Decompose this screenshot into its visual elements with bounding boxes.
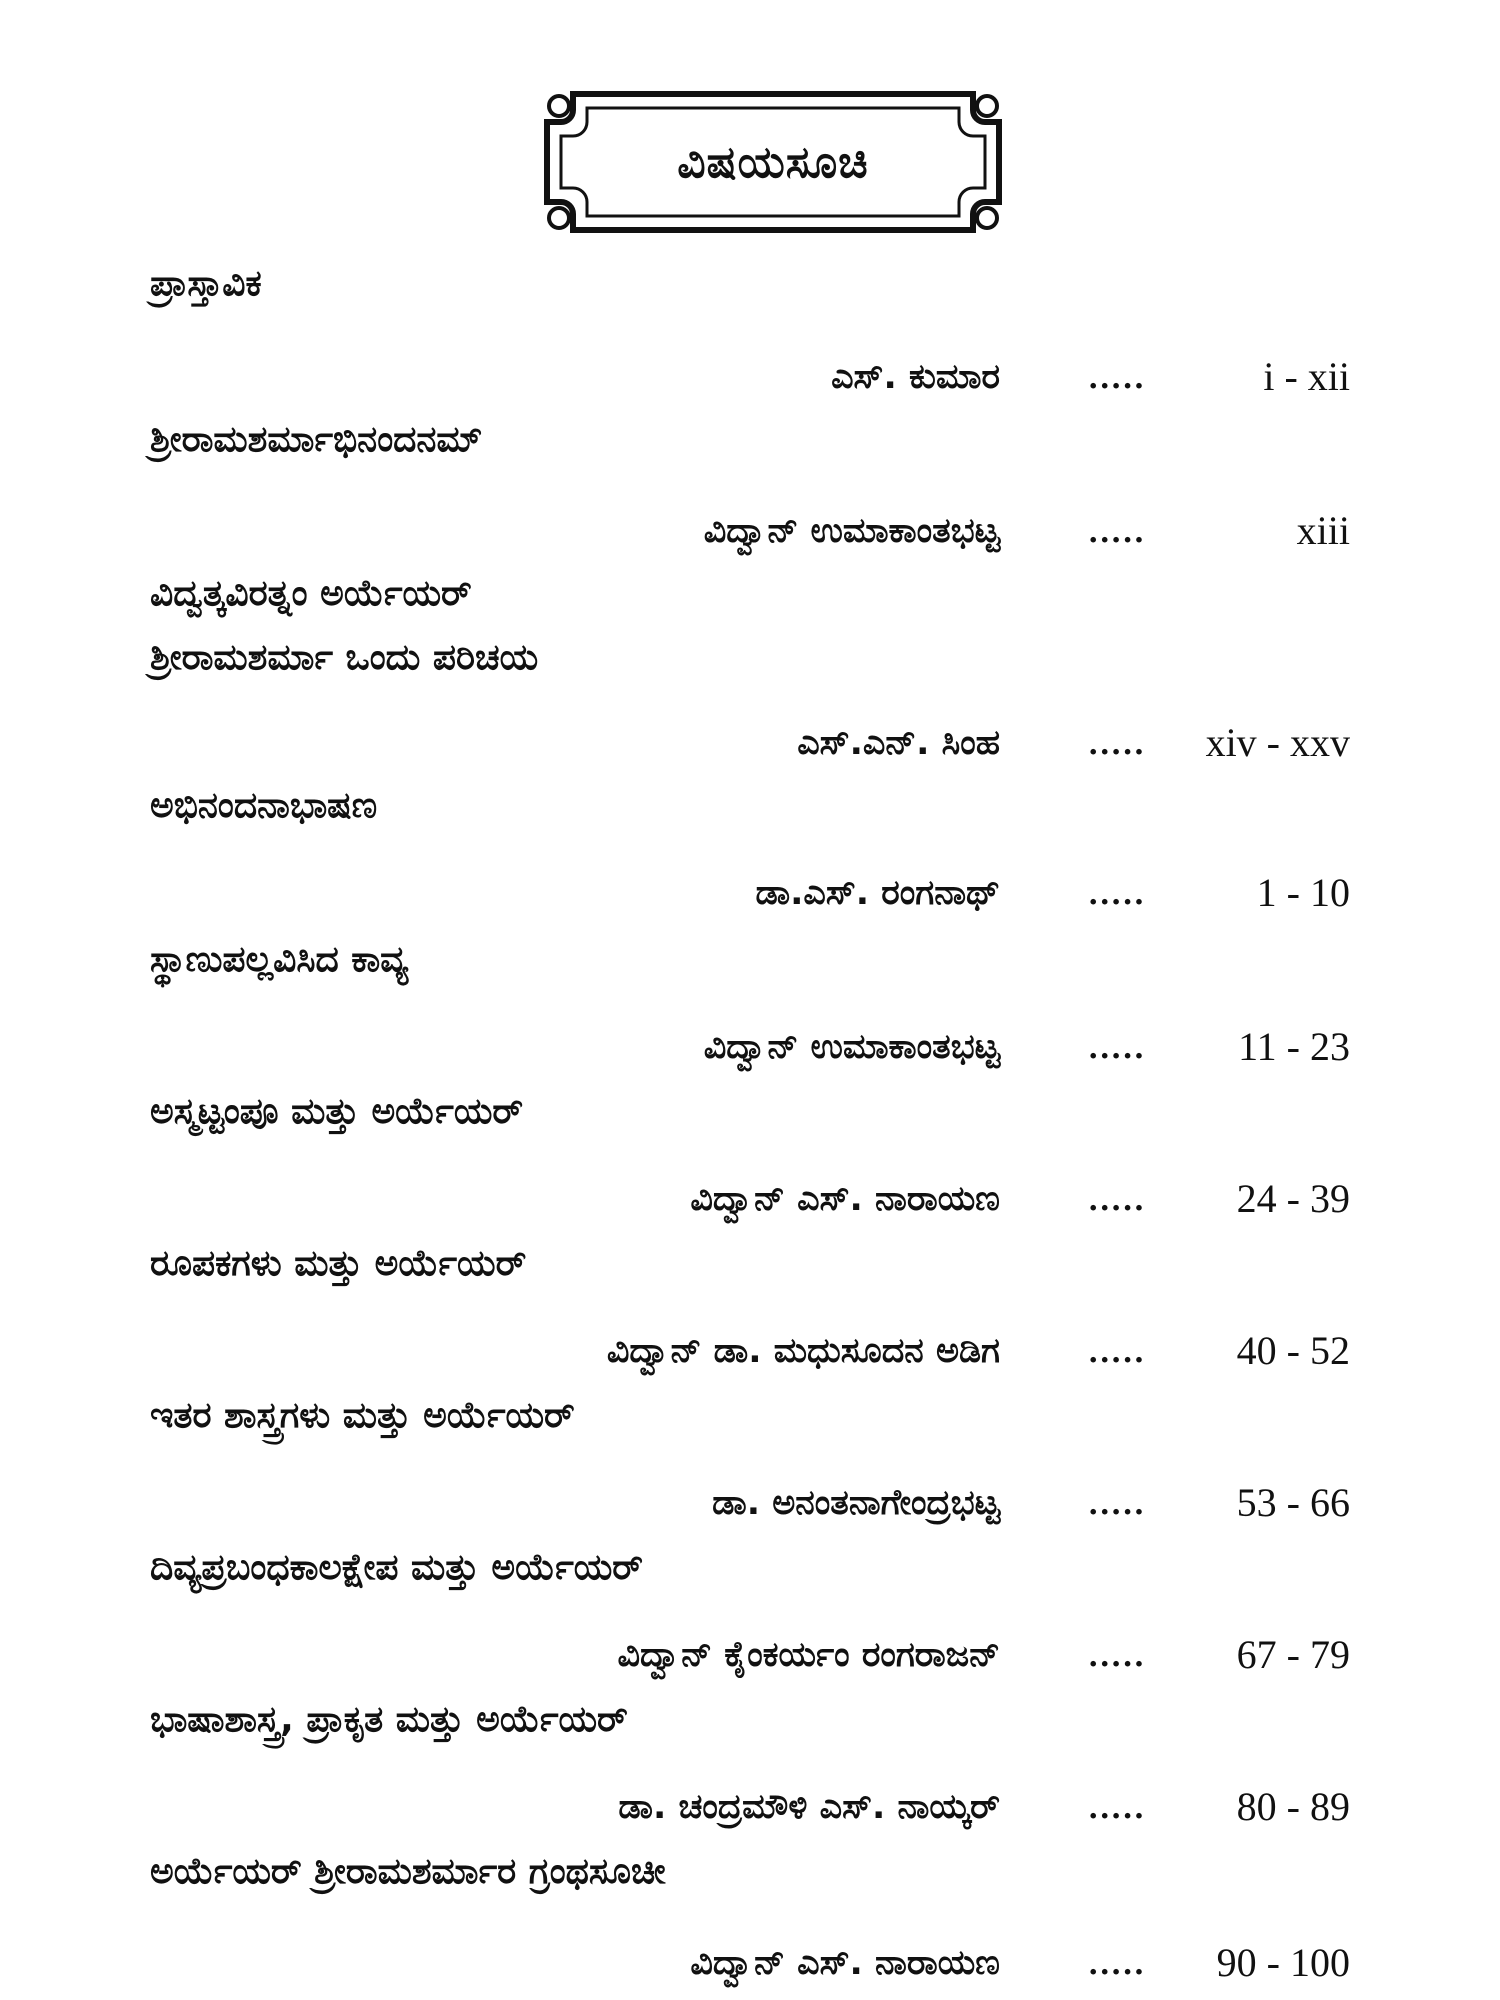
toc-leader-dots: ..... bbox=[1088, 1335, 1146, 1370]
toc-entry-title bbox=[150, 418, 482, 462]
toc-author-row bbox=[0, 1782, 1500, 1832]
toc-author-row bbox=[0, 868, 1500, 918]
toc-author-row bbox=[0, 1478, 1500, 1528]
toc-leader-dots: ..... bbox=[1088, 515, 1146, 550]
toc-entry-title bbox=[150, 1546, 643, 1590]
toc-page-range: 67 - 79 bbox=[1236, 1632, 1350, 1677]
toc-author-row bbox=[0, 1938, 1500, 1988]
toc-page-range: 24 - 39 bbox=[1236, 1176, 1350, 1221]
toc-author: ಡಾ. ಅನಂತನಾಗೇಂದ್ರಭಟ್ಟ bbox=[712, 1483, 1000, 1523]
toc-page-range: 40 - 52 bbox=[1236, 1328, 1350, 1373]
toc-author-row bbox=[0, 1174, 1500, 1224]
toc-entry-title bbox=[150, 1090, 523, 1134]
toc-page-range: 53 - 66 bbox=[1236, 1480, 1350, 1525]
toc-author: ಡಾ. ಚಂದ್ರಮೌಳಿ ಎಸ್. ನಾಯ್ಕರ್ bbox=[618, 1787, 1000, 1827]
toc-leader-dots: ..... bbox=[1088, 1487, 1146, 1522]
toc-leader-dots: ..... bbox=[1088, 877, 1146, 912]
toc-author-row bbox=[0, 1022, 1500, 1072]
toc-author: ವಿದ್ವಾನ್ ಕೈಂಕರ್ಯಂ ರಂಗರಾಜನ್ bbox=[617, 1635, 1000, 1675]
toc-entry-title bbox=[150, 262, 262, 306]
toc-author: ವಿದ್ವಾನ್ ಡಾ. ಮಧುಸೂದನ ಅಡಿಗ bbox=[606, 1331, 1000, 1371]
toc-page-range: i - xii bbox=[1263, 354, 1350, 399]
toc-page-range: 80 - 89 bbox=[1236, 1784, 1350, 1829]
toc-author: ವಿದ್ವಾನ್ ಉಮಾಕಾಂತಭಟ್ಟ bbox=[703, 1027, 1000, 1067]
toc-title-line: ಅಸ್ಮಟ್ಟಂಪೂ ಮತ್ತು ಅರ್ಯೆಯರ್ bbox=[150, 1091, 524, 1132]
toc-leader-dots: ..... bbox=[1088, 1791, 1146, 1826]
toc-page-range: 1 - 10 bbox=[1256, 870, 1350, 915]
toc-author-row bbox=[0, 1630, 1500, 1680]
toc-leader-dots: ..... bbox=[1088, 361, 1146, 396]
toc-title-line: ಶ್ರೀರಾಮಶರ್ಮಾ ಒಂದು ಪರಿಚಯ bbox=[150, 637, 539, 678]
toc-author-row bbox=[0, 506, 1500, 556]
toc-author: ಡಾ.ಎಸ್. ರಂಗನಾಥ್ bbox=[755, 873, 1000, 913]
toc-title-line: ಪ್ರಾಸ್ತಾವಿಕ bbox=[150, 263, 262, 304]
toc-entry-title bbox=[150, 1850, 666, 1894]
toc-leader-dots: ..... bbox=[1088, 1031, 1146, 1066]
toc-title-line: ಭಾಷಾಶಾಸ್ತ್ರ, ಪ್ರಾಕೃತ ಮತ್ತು ಅರ್ಯೆಯರ್ bbox=[150, 1699, 628, 1740]
toc-page-range: xiv - xxv bbox=[1205, 720, 1350, 765]
toc-title-line: ರೂಪಕಗಳು ಮತ್ತು ಅರ್ಯೆಯರ್ bbox=[150, 1243, 527, 1284]
toc-page-range: 90 - 100 bbox=[1216, 1940, 1350, 1985]
toc-title-line: ಸ್ಥಾಣುಪಲ್ಲವಿಸಿದ ಕಾವ್ಯ bbox=[150, 939, 409, 980]
toc-title-line: ಇತರ ಶಾಸ್ತ್ರಗಳು ಮತ್ತು ಅರ್ಯೆಯರ್ bbox=[150, 1395, 575, 1436]
toc-entry-title bbox=[150, 1242, 526, 1286]
toc-author-row bbox=[0, 718, 1500, 768]
toc-entry-title bbox=[150, 572, 538, 680]
toc-entry-title bbox=[150, 1394, 575, 1438]
toc-title-line: ದಿವ್ಯಪ್ರಬಂಧಕಾಲಕ್ಷೇಪ ಮತ್ತು ಅರ್ಯೆಯರ್ bbox=[150, 1547, 643, 1588]
toc-author: ಎಸ್.ಎನ್. ಸಿಂಹ bbox=[797, 723, 1000, 763]
toc-entry-title bbox=[150, 784, 377, 828]
toc-author: ವಿದ್ವಾನ್ ಎಸ್. ನಾರಾಯಣ bbox=[690, 1179, 1000, 1219]
toc-leader-dots: ..... bbox=[1088, 1639, 1146, 1674]
toc-leader-dots: ..... bbox=[1088, 727, 1146, 762]
toc-author: ವಿದ್ವಾನ್ ಉಮಾಕಾಂತಭಟ್ಟ bbox=[703, 511, 1000, 551]
toc-title-line: ಅಭಿನಂದನಾಭಾಷಣ bbox=[150, 785, 378, 826]
toc-page-range: xiii bbox=[1296, 508, 1350, 553]
toc-leader-dots: ..... bbox=[1088, 1183, 1146, 1218]
toc-entry-title bbox=[150, 1698, 628, 1742]
toc-author: ವಿದ್ವಾನ್ ಎಸ್. ನಾರಾಯಣ bbox=[690, 1943, 1000, 1983]
toc-title-line: ವಿದ್ವತ್ಕವಿರತ್ನಂ ಅರ್ಯೆಯರ್ bbox=[150, 573, 472, 614]
toc-title-line: ಶ್ರೀರಾಮಶರ್ಮಾಭಿನಂದನಮ್ bbox=[150, 419, 483, 460]
toc-page-range: 11 - 23 bbox=[1238, 1024, 1350, 1069]
toc-author-row bbox=[0, 352, 1500, 402]
toc-title-line: ಅರ್ಯೆಯರ್ ಶ್ರೀರಾಮಶರ್ಮಾರ ಗ್ರಂಥಸೂಚೀ bbox=[150, 1851, 666, 1892]
toc-author: ಎಸ್. ಕುಮಾರ bbox=[831, 357, 1000, 397]
toc-leader-dots: ..... bbox=[1088, 1947, 1146, 1982]
page-title: ವಿಷಯಸೂಚಿ bbox=[677, 136, 869, 188]
toc-entry-title bbox=[150, 938, 408, 982]
toc-author-row bbox=[0, 1326, 1500, 1376]
